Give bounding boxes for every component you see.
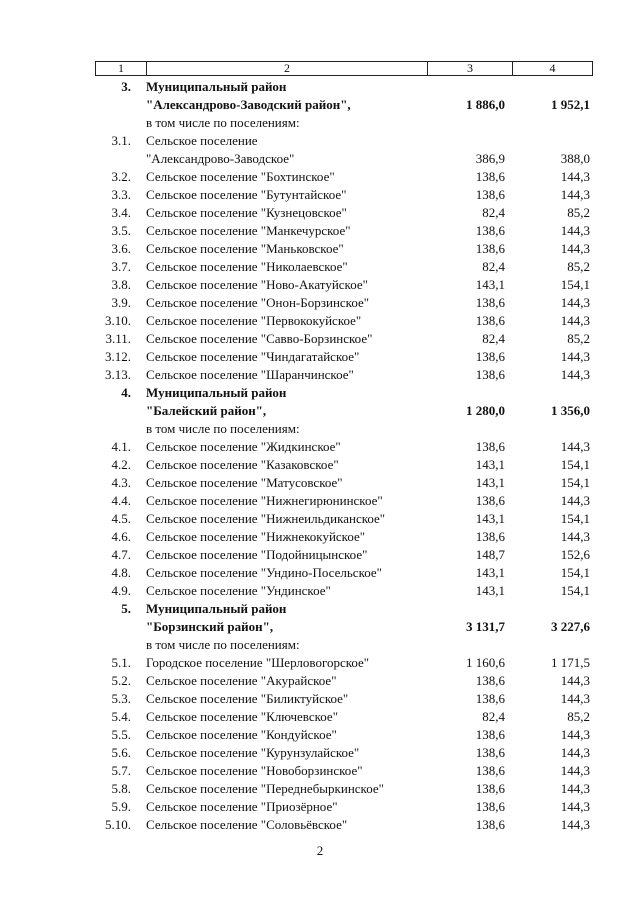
row-name: Сельское поселение "Бутунтайское" (146, 187, 347, 202)
page-number: 2 (316, 843, 324, 858)
row-name: в том числе по поселениям: (146, 421, 300, 436)
table-row (95, 204, 593, 222)
row-name: Сельское поселение "Акурайское" (146, 673, 337, 688)
row-name: Городское поселение "Шерловогорское" (146, 655, 370, 670)
table-row (95, 330, 593, 348)
row-name: Муниципальный район (146, 385, 287, 400)
row-value-col3: 138,6 (475, 745, 505, 760)
table-row (95, 132, 593, 150)
row-number: 4.1. (111, 439, 131, 454)
row-number: 3. (121, 79, 131, 94)
row-number: 3.4. (111, 205, 131, 220)
row-value-col4: 1 171,5 (551, 655, 590, 670)
row-value-col4: 154,1 (560, 475, 590, 490)
row-number: 3.12. (105, 349, 131, 364)
row-name: Муниципальный район (146, 601, 287, 616)
row-value-col4: 144,3 (560, 727, 590, 742)
row-value-col3: 143,1 (475, 457, 505, 472)
row-value-col3: 143,1 (475, 511, 505, 526)
row-name: "Борзинский район", (146, 619, 274, 634)
row-value-col4: 144,3 (560, 439, 590, 454)
row-value-col4: 1 356,0 (551, 403, 590, 418)
row-number: 3.11. (105, 331, 131, 346)
row-name: Сельское поселение "Матусовское" (146, 475, 343, 490)
table-row (95, 438, 593, 456)
row-value-col3: 143,1 (475, 277, 505, 292)
row-name: Сельское поселение "Маньковское" (146, 241, 344, 256)
row-value-col3: 138,6 (475, 493, 505, 508)
row-name: Сельское поселение "Нижнеильдиканское" (146, 511, 386, 526)
row-value-col3: 138,6 (475, 529, 505, 544)
table-row (95, 780, 593, 798)
header-col-4: 4 (549, 61, 556, 75)
row-number: 5.5. (111, 727, 131, 742)
row-number: 3.7. (111, 259, 131, 274)
row-name: "Балейский район", (146, 403, 267, 418)
row-number: 5.8. (111, 781, 131, 796)
row-name: Сельское поселение "Николаевское" (146, 259, 348, 274)
table-row (95, 96, 593, 114)
row-number: 5.9. (111, 799, 131, 814)
row-value-col4: 144,3 (560, 799, 590, 814)
table-row (95, 618, 593, 636)
table-row (95, 78, 593, 96)
row-value-col3: 386,9 (475, 151, 505, 166)
row-name: Сельское поселение "Ундинское" (146, 583, 331, 598)
row-number: 5. (121, 601, 131, 616)
row-number: 4.8. (111, 565, 131, 580)
table-row (95, 366, 593, 384)
table-row (95, 798, 593, 816)
row-value-col3: 82,4 (482, 259, 505, 274)
row-value-col3: 148,7 (475, 547, 505, 562)
row-value-col3: 82,4 (482, 709, 505, 724)
row-value-col3: 138,6 (475, 313, 505, 328)
row-value-col4: 154,1 (560, 277, 590, 292)
row-name: Сельское поселение "Шаранчинское" (146, 367, 354, 382)
table-row (95, 654, 593, 672)
row-number: 3.5. (111, 223, 131, 238)
table-row (95, 402, 593, 420)
row-value-col4: 154,1 (560, 511, 590, 526)
row-name: Сельское поселение "Нижнегирюнинское" (146, 493, 383, 508)
row-name: Сельское поселение "Кондуйское" (146, 727, 337, 742)
row-value-col4: 144,3 (560, 493, 590, 508)
table-row (95, 672, 593, 690)
row-value-col3: 138,6 (475, 673, 505, 688)
table-row (95, 492, 593, 510)
row-number: 5.2. (111, 673, 131, 688)
row-name: Сельское поселение "Кузнецовское" (146, 205, 347, 220)
row-value-col4: 154,1 (560, 457, 590, 472)
row-name: Сельское поселение "Новоборзинское" (146, 763, 363, 778)
row-value-col3: 1 886,0 (466, 97, 505, 112)
table-row (95, 276, 593, 294)
row-number: 4. (121, 385, 131, 400)
row-name: Сельское поселение "Приозёрное" (146, 799, 338, 814)
row-value-col3: 138,6 (475, 817, 505, 832)
row-value-col3: 138,6 (475, 763, 505, 778)
row-name: Сельское поселение "Биликтуйское" (146, 691, 349, 706)
row-name: Сельское поселение "Жидкинское" (146, 439, 341, 454)
row-number: 4.5. (111, 511, 131, 526)
table-row (95, 600, 593, 618)
row-value-col4: 144,3 (560, 223, 590, 238)
row-number: 5.6. (111, 745, 131, 760)
table-row (95, 312, 593, 330)
row-value-col3: 82,4 (482, 331, 505, 346)
row-number: 5.1. (111, 655, 131, 670)
row-name: в том числе по поселениям: (146, 637, 300, 652)
row-name: Сельское поселение "Соловьёвское" (146, 817, 348, 832)
row-value-col3: 138,6 (475, 169, 505, 184)
row-value-col4: 85,2 (567, 205, 590, 220)
row-number: 3.13. (105, 367, 131, 382)
row-name: Сельское поселение "Подойницынское" (146, 547, 368, 562)
row-value-col3: 82,4 (482, 205, 505, 220)
table-row (95, 708, 593, 726)
row-name: Сельское поселение "Переднебыркинское" (146, 781, 384, 796)
row-number: 3.8. (111, 277, 131, 292)
table-row (95, 690, 593, 708)
row-number: 3.3. (111, 187, 131, 202)
row-value-col4: 144,3 (560, 745, 590, 760)
row-value-col4: 152,6 (560, 547, 590, 562)
table-row (95, 582, 593, 600)
table-row (95, 546, 593, 564)
row-value-col3: 138,6 (475, 799, 505, 814)
row-value-col3: 143,1 (475, 583, 505, 598)
row-value-col4: 144,3 (560, 817, 590, 832)
row-number: 4.6. (111, 529, 131, 544)
header-col-1: 1 (96, 62, 147, 75)
row-value-col4: 144,3 (560, 781, 590, 796)
row-value-col3: 138,6 (475, 223, 505, 238)
table-row (95, 240, 593, 258)
header-col-2: 2 (147, 62, 428, 75)
table-row (95, 816, 593, 834)
row-name: "Александрово-Заводский район", (146, 97, 351, 112)
row-number: 3.1. (111, 133, 131, 148)
table-row (95, 636, 593, 654)
row-number: 5.4. (111, 709, 131, 724)
row-number: 4.9. (111, 583, 131, 598)
row-name: Сельское поселение "Савво-Борзинское" (146, 331, 373, 346)
row-value-col4: 144,3 (560, 349, 590, 364)
table-row (95, 384, 593, 402)
row-name: Сельское поселение "Казаковское" (146, 457, 339, 472)
row-name: Сельское поселение "Нижнекокуйское" (146, 529, 366, 544)
table-row (95, 150, 593, 168)
row-value-col3: 138,6 (475, 727, 505, 742)
table-row (95, 186, 593, 204)
table-body (95, 78, 593, 834)
row-value-col4: 85,2 (567, 259, 590, 274)
row-name: Сельское поселение "Чиндагатайское" (146, 349, 360, 364)
row-value-col3: 138,6 (475, 349, 505, 364)
row-name: Сельское поселение "Ново-Акатуйское" (146, 277, 368, 292)
row-number: 4.2. (111, 457, 131, 472)
row-value-col4: 144,3 (560, 295, 590, 310)
table-row (95, 168, 593, 186)
row-value-col4: 85,2 (567, 709, 590, 724)
table-row (95, 420, 593, 438)
row-value-col3: 143,1 (475, 565, 505, 580)
row-value-col3: 1 280,0 (466, 403, 505, 418)
row-value-col3: 138,6 (475, 691, 505, 706)
row-number: 4.4. (111, 493, 131, 508)
table-row (95, 564, 593, 582)
row-value-col3: 138,6 (475, 367, 505, 382)
row-name: "Александрово-Заводское" (146, 151, 295, 166)
row-value-col4: 154,1 (560, 583, 590, 598)
row-number: 5.3. (111, 691, 131, 706)
row-number: 5.10. (105, 817, 131, 832)
table-row (95, 222, 593, 240)
row-value-col4: 144,3 (560, 313, 590, 328)
row-name: Сельское поселение "Курунзулайское" (146, 745, 360, 760)
row-number: 3.2. (111, 169, 131, 184)
row-name: в том числе по поселениям: (146, 115, 300, 130)
table-row (95, 744, 593, 762)
row-name: Сельское поселение "Бохтинское" (146, 169, 335, 184)
row-value-col4: 3 227,6 (551, 619, 590, 634)
row-value-col3: 1 160,6 (466, 655, 505, 670)
row-name: Муниципальный район (146, 79, 287, 94)
table-row (95, 762, 593, 780)
header-col-3: 3 (428, 62, 513, 75)
table-row (95, 528, 593, 546)
row-number: 4.3. (111, 475, 131, 490)
row-value-col4: 144,3 (560, 529, 590, 544)
table-header (95, 61, 593, 76)
row-name: Сельское поселение "Манкечурское" (146, 223, 351, 238)
row-name: Сельское поселение (146, 133, 258, 148)
row-name: Сельское поселение "Онон-Борзинское" (146, 295, 370, 310)
row-value-col4: 388,0 (560, 151, 590, 166)
row-number: 3.6. (111, 241, 131, 256)
row-number: 5.7. (111, 763, 131, 778)
row-value-col4: 144,3 (560, 673, 590, 688)
table-row (95, 456, 593, 474)
table-row (95, 726, 593, 744)
table-row (95, 114, 593, 132)
row-value-col4: 144,3 (560, 691, 590, 706)
row-name: Сельское поселение "Первококуйское" (146, 313, 362, 328)
table-row (95, 474, 593, 492)
row-value-col4: 85,2 (567, 331, 590, 346)
table-row (95, 510, 593, 528)
table-row (95, 348, 593, 366)
row-value-col3: 3 131,7 (466, 619, 505, 634)
row-name: Сельское поселение "Ундино-Посельское" (146, 565, 382, 580)
row-number: 4.7. (111, 547, 131, 562)
row-value-col4: 144,3 (560, 169, 590, 184)
row-value-col3: 143,1 (475, 475, 505, 490)
row-value-col4: 1 952,1 (551, 97, 590, 112)
table-row (95, 294, 593, 312)
row-value-col3: 138,6 (475, 439, 505, 454)
row-name: Сельское поселение "Ключевское" (146, 709, 339, 724)
row-value-col4: 144,3 (560, 241, 590, 256)
row-value-col3: 138,6 (475, 781, 505, 796)
row-value-col4: 144,3 (560, 763, 590, 778)
row-value-col4: 154,1 (560, 565, 590, 580)
row-value-col4: 144,3 (560, 367, 590, 382)
row-value-col3: 138,6 (475, 241, 505, 256)
row-value-col4: 144,3 (560, 187, 590, 202)
row-value-col3: 138,6 (475, 187, 505, 202)
table-row (95, 258, 593, 276)
row-number: 3.10. (105, 313, 131, 328)
row-number: 3.9. (111, 295, 131, 310)
row-value-col3: 138,6 (475, 295, 505, 310)
